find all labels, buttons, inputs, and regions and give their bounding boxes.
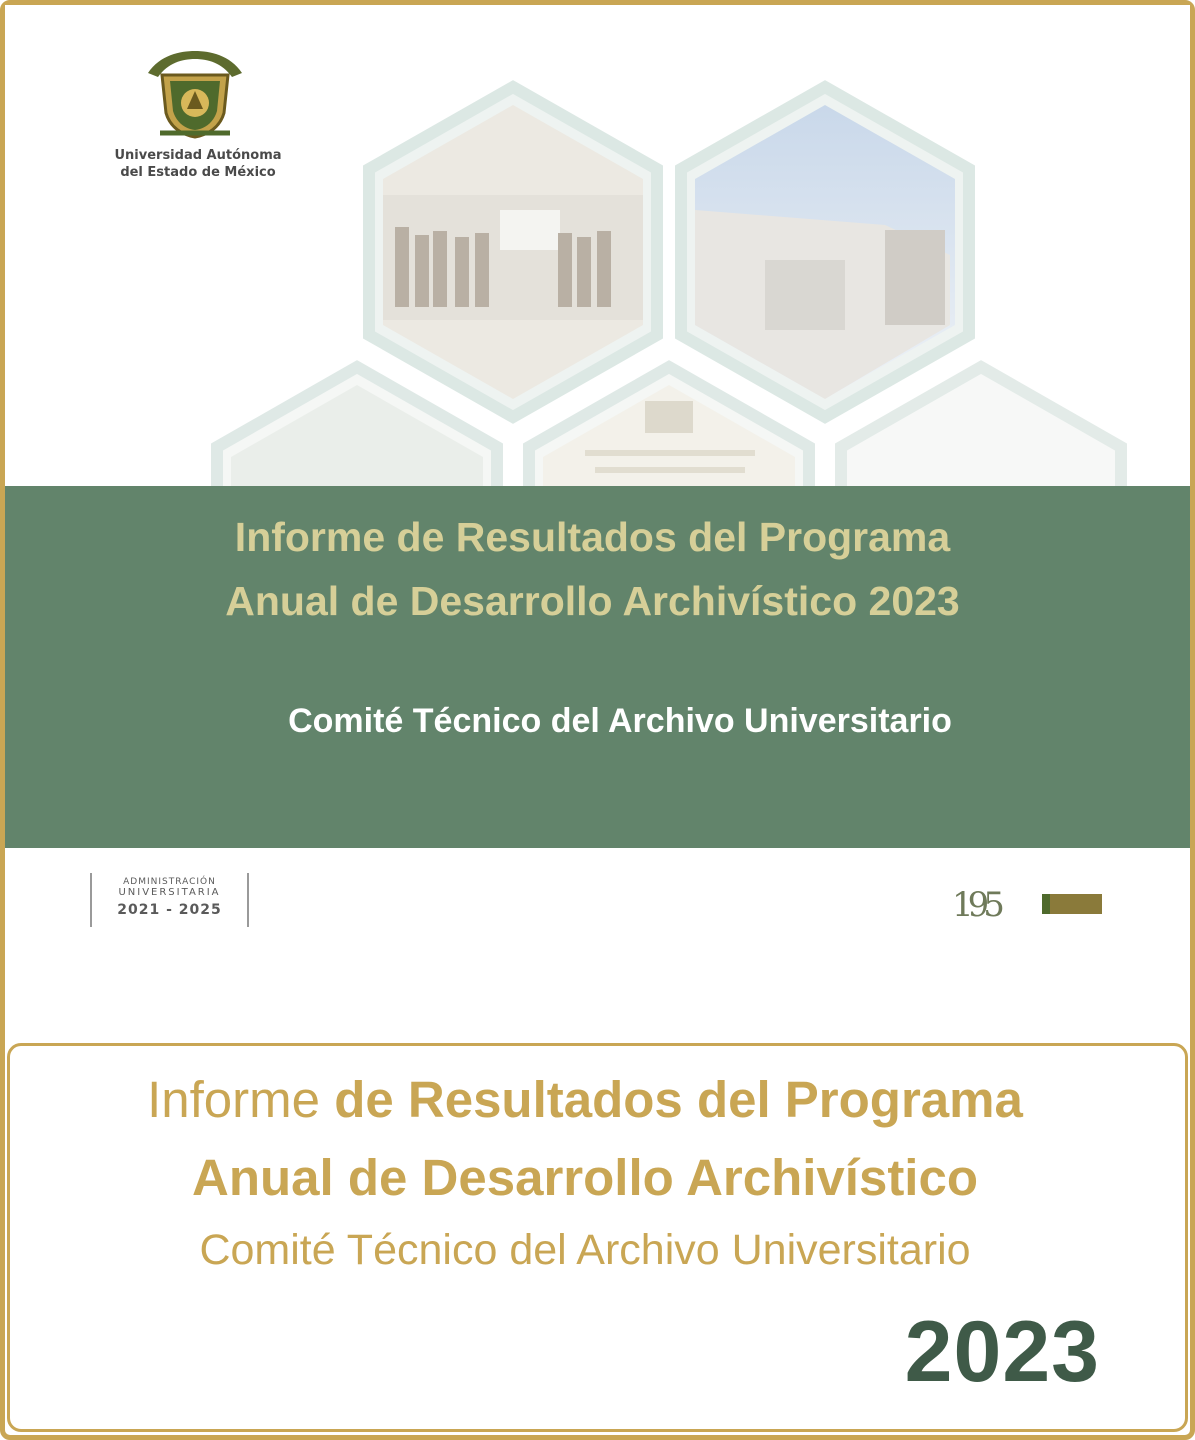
cover-subtitle: Comité Técnico del Archivo Universitario xyxy=(288,702,952,740)
university-seal-logo xyxy=(140,45,250,145)
cover-title-line1: Informe de Resultados del Programa xyxy=(234,514,951,560)
card-title-resultados: de Resultados del Programa xyxy=(334,1071,1023,1128)
admin-line1: ADMINISTRACIÓN xyxy=(123,877,216,887)
university-name xyxy=(93,147,303,181)
svg-text:195: 195 xyxy=(952,885,999,925)
card-subtitle: Comité Técnico del Archivo Universitario xyxy=(199,1226,971,1274)
admin-years: 2021 - 2025 xyxy=(117,902,222,918)
card-title-informe: Informe xyxy=(147,1071,335,1128)
cover-title xyxy=(0,505,1185,633)
hex-photo-building xyxy=(681,87,969,417)
admin-line2: UNIVERSITARIA xyxy=(118,887,221,898)
card-year: 2023 xyxy=(904,1304,1100,1400)
university-name-line1: Universidad Autónoma xyxy=(114,148,282,163)
hex-photo-meeting xyxy=(369,87,657,417)
card-title-line2: Anual de Desarrollo Archivístico xyxy=(192,1149,978,1206)
cover-title-line2: Anual de Desarrollo Archivístico 2023 xyxy=(225,578,960,624)
administration-badge xyxy=(90,873,249,927)
anniversary-195-logo xyxy=(950,880,1105,928)
university-name-line2: del Estado de México xyxy=(120,165,276,180)
card-title-line1 xyxy=(0,1070,1170,1129)
